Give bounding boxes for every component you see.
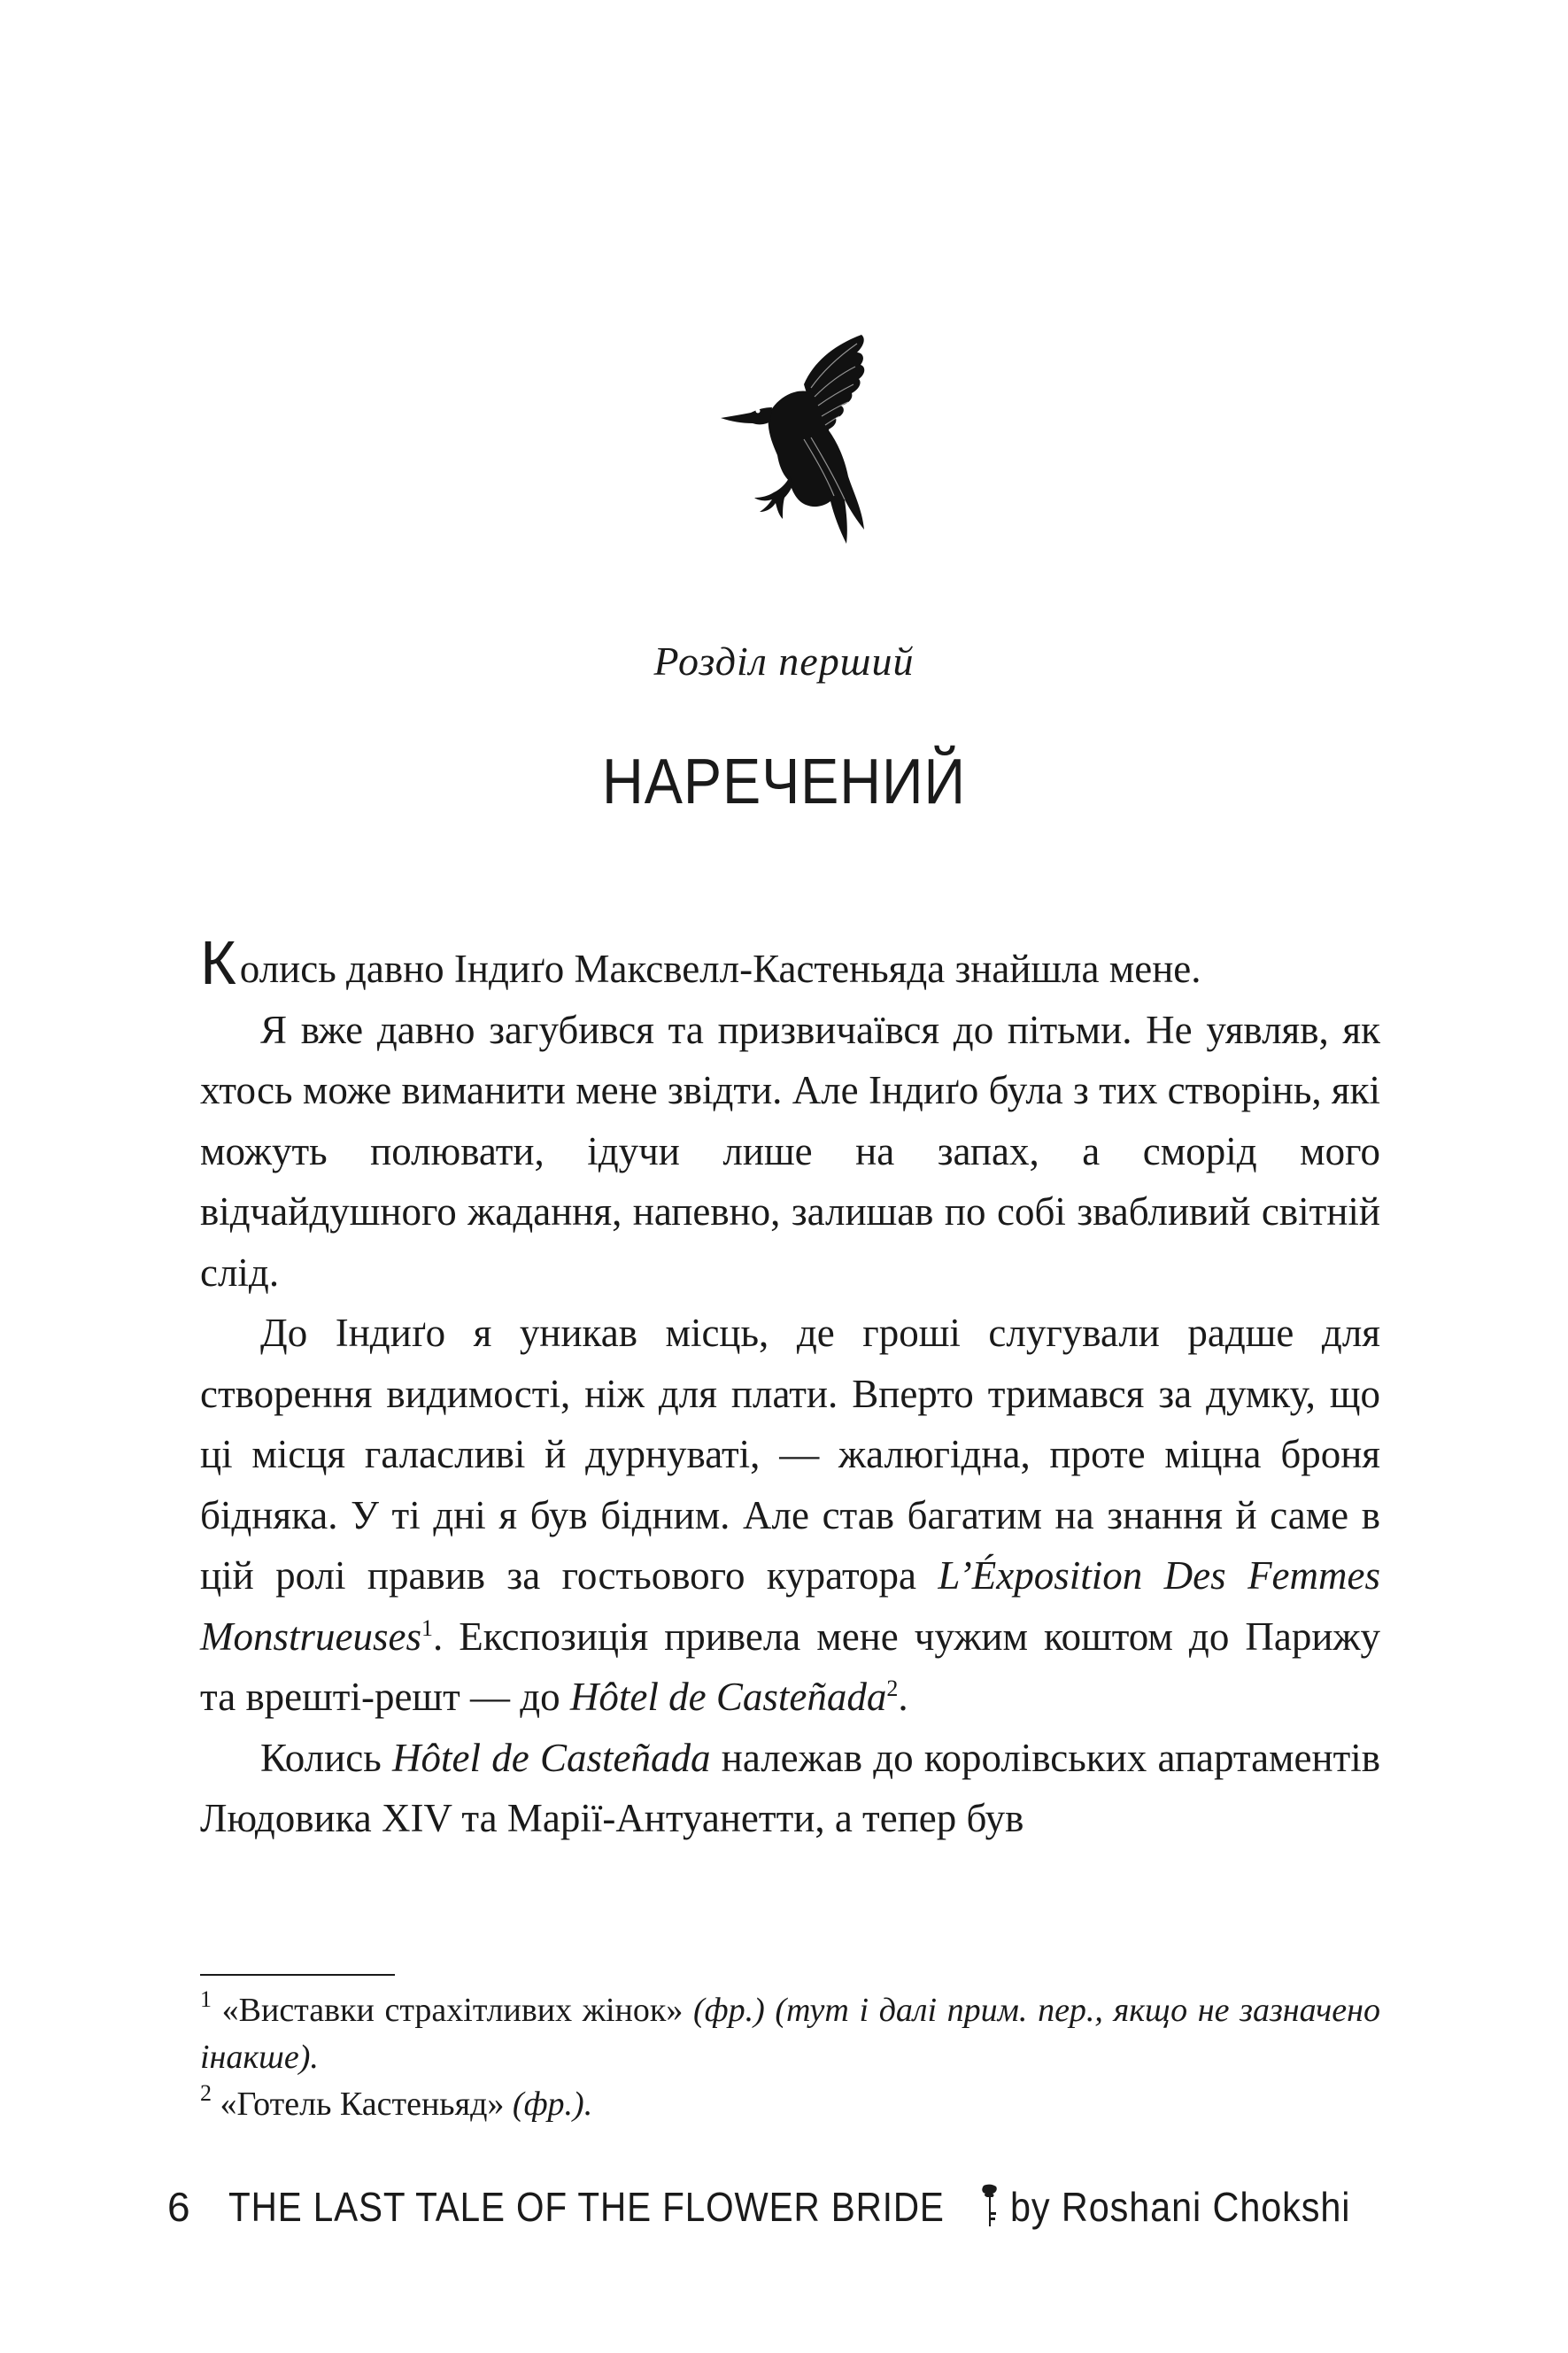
footnote-1-marker: 1 xyxy=(200,1986,212,2012)
footnote-2-italic: (фр.). xyxy=(512,2086,593,2123)
footnote-2-text: «Готель Кастеньяд» xyxy=(212,2086,513,2123)
paragraph-4 xyxy=(200,1728,1380,1849)
footnote-ref-1: 1 xyxy=(421,1614,433,1641)
hotel-name-2: Hôtel de Casteñada xyxy=(391,1735,711,1780)
footnote-2-marker: 2 xyxy=(200,2080,212,2106)
paragraph-3-text-c: . xyxy=(898,1675,908,1719)
chapter-title: НАРЕЧЕНИЙ xyxy=(602,747,966,817)
footnote-2 xyxy=(200,2081,1380,2128)
drop-cap: К xyxy=(200,928,236,997)
hotel-name: Hôtel de Casteñada xyxy=(569,1675,887,1719)
footnote-1-italic: (фр.) (тут і далі прим. пер., якщо не зазначено інакше). xyxy=(200,1992,1380,2076)
key-icon xyxy=(980,2184,1000,2230)
footnote-1 xyxy=(200,1987,1380,2081)
paragraph-4-text-a: Колись xyxy=(260,1735,392,1780)
paragraph-3 xyxy=(200,1303,1380,1728)
paragraph-1-text: олись давно Індиґо Максвелл-Кастеньяда знайшла мене. xyxy=(239,947,1201,991)
body-text xyxy=(200,928,1381,1849)
paragraph-4-text-b: належав до королівських апартаментів Людовика XIV та Марії-Антуанетти, а тепер був xyxy=(200,1735,1380,1840)
paragraph-1 xyxy=(200,928,1380,1000)
footnotes xyxy=(200,1987,1380,2128)
chapter-label: Розділ перший xyxy=(653,639,915,684)
paragraph-3-text-a: До Індиґо я уникав місць, де гроші слугували радше для створення видимості, ніж для плати. Вперто тримався за думку, що ці місця галасливі й дурнуваті, — жалюгідна, проте міцна броня бідняка. У ті дні я був бідним. Але став багатим на знання й саме в цій ролі правив за гостьового куратора xyxy=(200,1311,1380,1598)
author: by Roshani Chokshi xyxy=(1009,2184,1351,2230)
paragraph-3-text-b: . Експозиція привела мене чужим коштом до Парижу та врешті-решт — до xyxy=(200,1614,1380,1719)
exhibition-title: L’Éxposition Des Femmes Monstrueuses xyxy=(200,1553,1381,1659)
raven-icon xyxy=(715,333,875,546)
footnote-1-text: «Виставки страхітливих жінок» xyxy=(212,1992,693,2029)
running-footer xyxy=(167,2180,1388,2233)
paragraph-2: Я вже давно загубився та призвичаївся до пітьми. Не уявляв, як хтось може виманити мене звідти. Але Індиґо була з тих створінь, які можуть полювати, ідучи лише на запах, а сморід мого відчайдушного жадання, напевно, залишав по собі звабливий світній слід. xyxy=(200,1007,1380,1295)
footnote-divider xyxy=(200,1974,395,1976)
page-number: 6 xyxy=(167,2184,191,2230)
book-title: THE LAST TALE OF THE FLOWER BRIDE xyxy=(228,2184,945,2230)
footnote-ref-2: 2 xyxy=(886,1676,899,1701)
